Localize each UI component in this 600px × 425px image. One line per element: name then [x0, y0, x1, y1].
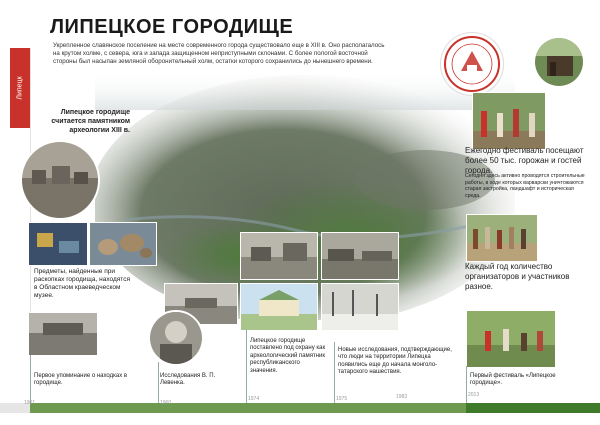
levenok-portrait [148, 310, 204, 366]
connector-1974 [246, 330, 247, 403]
old-street-photo-2 [321, 232, 399, 280]
monument-note: Липецкое городище считается памятником археологии XIII в. [51, 109, 130, 134]
first-mention-photo [28, 312, 98, 356]
page-title: ЛИПЕЦКОЕ ГОРОДИЩЕ [50, 16, 294, 38]
connector-1975 [334, 342, 335, 403]
year-1974: 1974 [248, 396, 260, 402]
finds-photo-1 [28, 222, 88, 266]
intro-text: Укрепленное славянское поселение на месте современного города существовало еще в XIII в. Оно располагалось на крутом холме, с севера, юга и запада защищенном неприступными склонами. С более пологой восточной стороны был насыпан земляной оборонительный холм, остатки которого сохранились до нынешнего времени. [53, 42, 385, 65]
year-1960: 1960 [160, 400, 172, 406]
festival-gate-photo [535, 38, 583, 86]
festival-details-text: Сегодня здесь активно проводятся строительные работы, в ходе которых варварски уничтожаются старая застройка, ландшафт и историческая среда. [465, 173, 585, 199]
year-2013: 2013 [468, 392, 480, 398]
festival-emblem-icon [440, 32, 504, 96]
festival-visitors-text: Ежегодно фестиваль посещают более 50 тыс. горожан и гостей города. [465, 146, 584, 175]
finds-caption: Предметы, найденные при раскопках городища, находятся в Областном краеведческом музее. [34, 268, 130, 299]
event-1975-text: Новые исследования, подтверждающие, что люди на территории Липецка появились еще до начала монголо-татарского нашествия. [338, 347, 452, 376]
year-1983: 1983 [396, 394, 408, 400]
first-festival-photo [466, 310, 556, 368]
event-1974-text: Липецкое городище поставлено под охрану как археологический памятник республиканского значения. [250, 338, 326, 374]
year-1975: 1975 [336, 396, 348, 402]
finds-photo-2 [89, 222, 157, 266]
event-2013-text: Первый фестиваль «Липецкое городище». [470, 373, 556, 387]
reenactment-photo [466, 214, 538, 262]
year-1901: 1901 [24, 400, 36, 406]
connector-1901 [30, 355, 31, 403]
section-side-tab [10, 48, 30, 128]
colored-building-photo [240, 283, 318, 331]
historic-city-photo [20, 140, 100, 220]
connector-1960 [158, 362, 159, 403]
event-1960-text: Исследования В. П. Левенка. [160, 373, 216, 387]
festival-crowd-photo [472, 92, 546, 150]
festival-organizers-text: Каждый год количество организаторов и участников разное. [465, 262, 570, 291]
winter-park-photo [321, 283, 399, 331]
event-1901-text: Первое упоминание о находках в городище. [34, 373, 128, 387]
side-tab-label: Липецк [16, 76, 24, 100]
timeline-bar [0, 398, 600, 418]
old-street-photo-1 [240, 232, 318, 280]
